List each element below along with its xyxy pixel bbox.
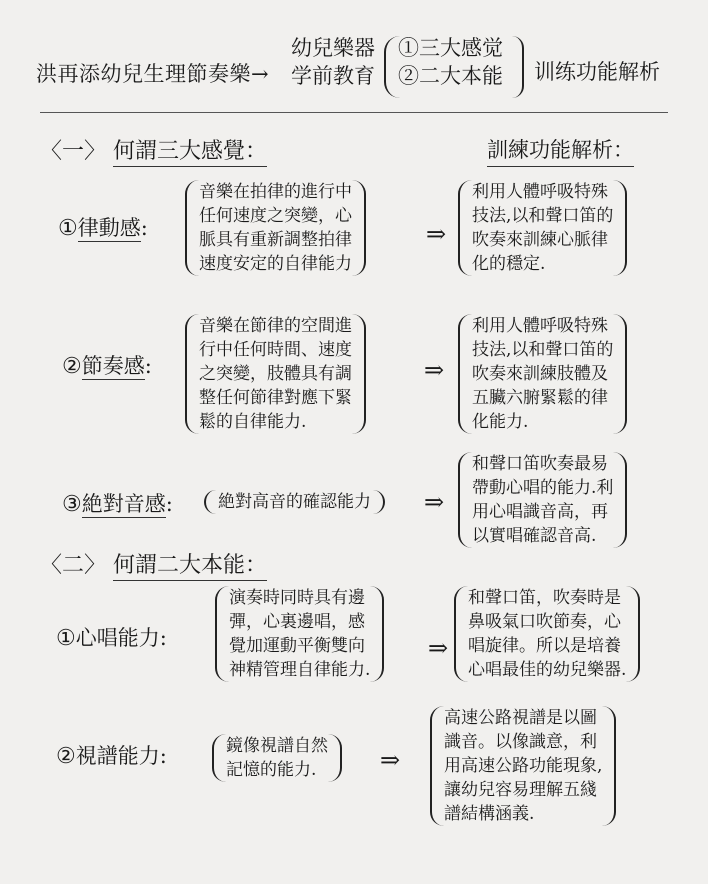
item-number: ① <box>56 626 76 651</box>
item-label: 節奏感 <box>81 354 145 378</box>
item-label-score-reading: ②視譜能力: <box>56 744 167 769</box>
func-line: 帶動心唱的能力.利 <box>472 478 614 498</box>
desc-line: 絶對高音的確認能力 <box>218 492 371 512</box>
section2-heading <box>40 548 267 579</box>
func-line: 化能力. <box>472 412 529 432</box>
item-desc-tempo <box>185 314 366 434</box>
item-desc-inner-singing <box>215 586 384 682</box>
header-topic-2: ②二大本能 <box>398 64 503 88</box>
item-label-absolute-pitch: ③絶對音感: <box>62 492 173 517</box>
item-label: 視譜能力 <box>75 744 160 768</box>
func-line: 唱旋律。所以是培養 <box>468 636 621 656</box>
item-label-rhythm: ①律動感: <box>58 216 148 241</box>
func-line: 高速公路視譜是以圖 <box>444 708 597 728</box>
func-line: 和聲口笛吹奏最易 <box>472 454 608 474</box>
func-line: 心唱最佳的幼兒樂器. <box>468 660 627 680</box>
func-line: 用高速公路功能現象, <box>444 756 603 776</box>
header-category-2: 学前教育 <box>291 64 375 88</box>
header-category-column <box>291 34 375 90</box>
func-line: 鼻吸氣口吹節奏，心 <box>468 612 621 632</box>
item-func-tempo <box>458 314 627 434</box>
header-right-brace <box>512 36 524 98</box>
item-func-inner-singing <box>454 586 640 682</box>
section2-marker: 〈二〉 <box>40 553 107 578</box>
func-line: 譜結構涵義. <box>444 804 535 824</box>
item-func-absolute-pitch <box>458 452 627 548</box>
desc-line: 神精管理自律能力. <box>229 660 371 680</box>
item-label-inner-singing: ①心唱能力: <box>56 626 167 651</box>
header-tail: 训练功能解析 <box>534 60 660 84</box>
item-number: ② <box>56 744 76 769</box>
item-desc-rhythm <box>185 180 366 276</box>
desc-line: 速度安定的自律能力 <box>199 254 352 274</box>
func-line: 技法,以和聲口笛的 <box>472 206 614 226</box>
func-line: 讓幼兒容易理解五綫 <box>444 780 597 800</box>
func-line: 以實唱確認音高. <box>472 526 597 546</box>
func-line: 利用人體呼吸特殊 <box>472 316 608 336</box>
item-func-rhythm <box>458 180 627 276</box>
item-number: ① <box>58 216 78 241</box>
item-label: 律動感 <box>77 216 141 240</box>
func-line: 利用人體呼吸特殊 <box>472 182 608 202</box>
func-line: 識音。以像識意，利 <box>444 732 597 752</box>
desc-line: 音樂在拍律的進行中 <box>199 182 352 202</box>
header-topic-1: ①三大感觉 <box>398 36 503 60</box>
desc-line: 演奏時同時具有邊 <box>229 588 365 608</box>
section1-right-title: 訓練功能解析： <box>487 134 634 167</box>
desc-line: 彈，心裏邊唱，感 <box>229 612 365 632</box>
item-number: ② <box>62 354 82 379</box>
func-line: 吹奏來訓練心脈律 <box>472 230 608 250</box>
func-line: 化的穩定. <box>472 254 546 274</box>
item-desc-score-reading <box>212 734 342 782</box>
func-line: 用心唱識音高，再 <box>472 502 608 522</box>
desc-line: 音樂在節律的空間進 <box>199 316 352 336</box>
header-topic-column <box>398 34 503 90</box>
item-label: 絶對音感 <box>81 492 166 516</box>
section1-title: 何謂三大感覺： <box>113 139 267 167</box>
desc-line: 任何速度之突變，心 <box>199 206 352 226</box>
arrow-icon: ⇒ <box>424 488 445 516</box>
desc-line: 記憶的能力. <box>226 760 317 780</box>
item-number: ③ <box>62 492 82 517</box>
func-line: 技法,以和聲口笛的 <box>472 340 614 360</box>
arrow-icon: ⇒ <box>380 746 401 774</box>
desc-line: 整任何節律對應下緊 <box>199 388 352 408</box>
section1-heading <box>40 134 267 165</box>
desc-line: 鬆的自律能力. <box>199 412 307 432</box>
item-func-score-reading <box>430 706 616 826</box>
arrow-icon: ⇒ <box>428 634 449 662</box>
desc-line: 覺加運動平衡雙向 <box>229 636 365 656</box>
desc-line: 行中任何時間、速度 <box>199 340 352 360</box>
func-line: 五臟六腑緊鬆的律 <box>472 388 608 408</box>
section2-title: 何謂二大本能： <box>113 553 267 581</box>
header-title: 洪再添幼兒生理節奏樂→ <box>36 62 270 86</box>
func-line: 和聲口笛，吹奏時是 <box>468 588 621 608</box>
func-line: 吹奏來訓練肢體及 <box>472 364 608 384</box>
header-divider <box>40 112 668 113</box>
desc-line: 之突變，肢體具有調 <box>199 364 352 384</box>
item-label: 心唱能力 <box>75 626 160 650</box>
item-desc-absolute-pitch <box>204 490 385 514</box>
desc-line: 脈具有重新調整拍律 <box>199 230 352 250</box>
desc-line: 鏡像視譜自然 <box>226 736 328 756</box>
arrow-icon: ⇒ <box>426 220 447 248</box>
section1-marker: 〈一〉 <box>40 139 107 164</box>
arrow-icon: ⇒ <box>424 356 445 384</box>
header-category-1: 幼兒樂器 <box>291 36 375 60</box>
item-label-tempo: ②節奏感: <box>62 354 152 379</box>
